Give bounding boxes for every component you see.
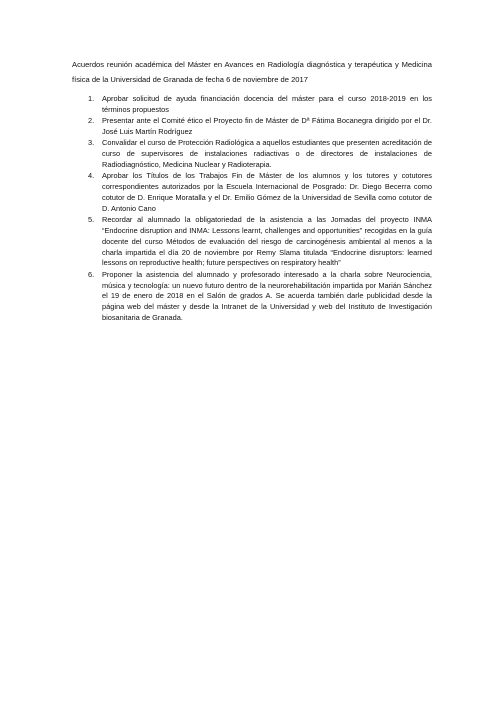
- list-item-text: Convalidar el curso de Protección Radiológica a aquellos estudiantes que presenten acreditación de curso de supervisores de instalaciones radiactivas o de directores de instalaciones de Radiodiagnóstico, Medicina Nuclear y Radioterapia.: [102, 138, 432, 169]
- list-item: [72, 171, 432, 214]
- list-item-text: Aprobar los Títulos de los Trabajos Fin de Máster de los alumnos y los tutores y cotutores correspondientes autorizados por la Escuela Internacional de Posgrado: Dr. Diego Becerra como cotutor de D. Enrique Moratalla y el Dr. Emilio Gómez de la Universidad de Sevilla como cotutor de D. Antonio Cano: [102, 171, 432, 213]
- document-intro: Acuerdos reunión académica del Máster en Avances en Radiología diagnóstica y terapéutica y Medicina física de la Universidad de Granada de fecha 6 de noviembre de 2017: [72, 60, 432, 84]
- agreements-list: [72, 94, 432, 324]
- list-item: [72, 116, 432, 138]
- list-item-number: 5.: [88, 215, 95, 225]
- list-item: [72, 94, 432, 116]
- list-item: [72, 270, 432, 324]
- list-item-text: Aprobar solicitud de ayuda financiación docencia del máster para el curso 2018-2019 en los términos propuestos: [102, 94, 432, 114]
- list-item-number: 6.: [88, 269, 95, 279]
- list-item-number: 1.: [88, 94, 95, 103]
- list-item-text: Presentar ante el Comité ético el Proyecto fin de Máster de Dª Fátima Bocanegra dirigido por el Dr. José Luis Martín Rodríguez: [102, 116, 432, 136]
- list-item-text: Recordar al alumnado la obligatoriedad de la asistencia a las Jornadas del proyecto INMA “Endocrine disruption and INMA: Lessons learnt, challenges and opportunities” recogidas en la guía docente del curso Métodos de evaluación del riesgo de carcinogénesis ambiental al menos a la charla impartida el día 20 de noviembre por Remy Slama titulada “Endocrine disruptors: learned lessons on reproductive health; future perspectives on respiratory health”: [102, 215, 432, 268]
- list-item-number: 3.: [88, 138, 95, 148]
- list-item: [72, 138, 432, 170]
- list-item: [72, 215, 432, 269]
- list-item-number: 4.: [88, 171, 95, 181]
- list-item-text: Proponer la asistencia del alumnado y profesorado interesado a la charla sobre Neurociencia, música y tecnología: un nuevo futuro dentro de la neurorehabilitación impartida por Marián Sánchez el 19 de enero de 2018 en el Salón de grados A. Se acuerda también darle publicidad desde la página web del máster y desde la Intranet de la Universidad y web del Instituto de Investigación biosanitaria de Granada.: [102, 269, 432, 322]
- list-item-number: 2.: [88, 116, 95, 126]
